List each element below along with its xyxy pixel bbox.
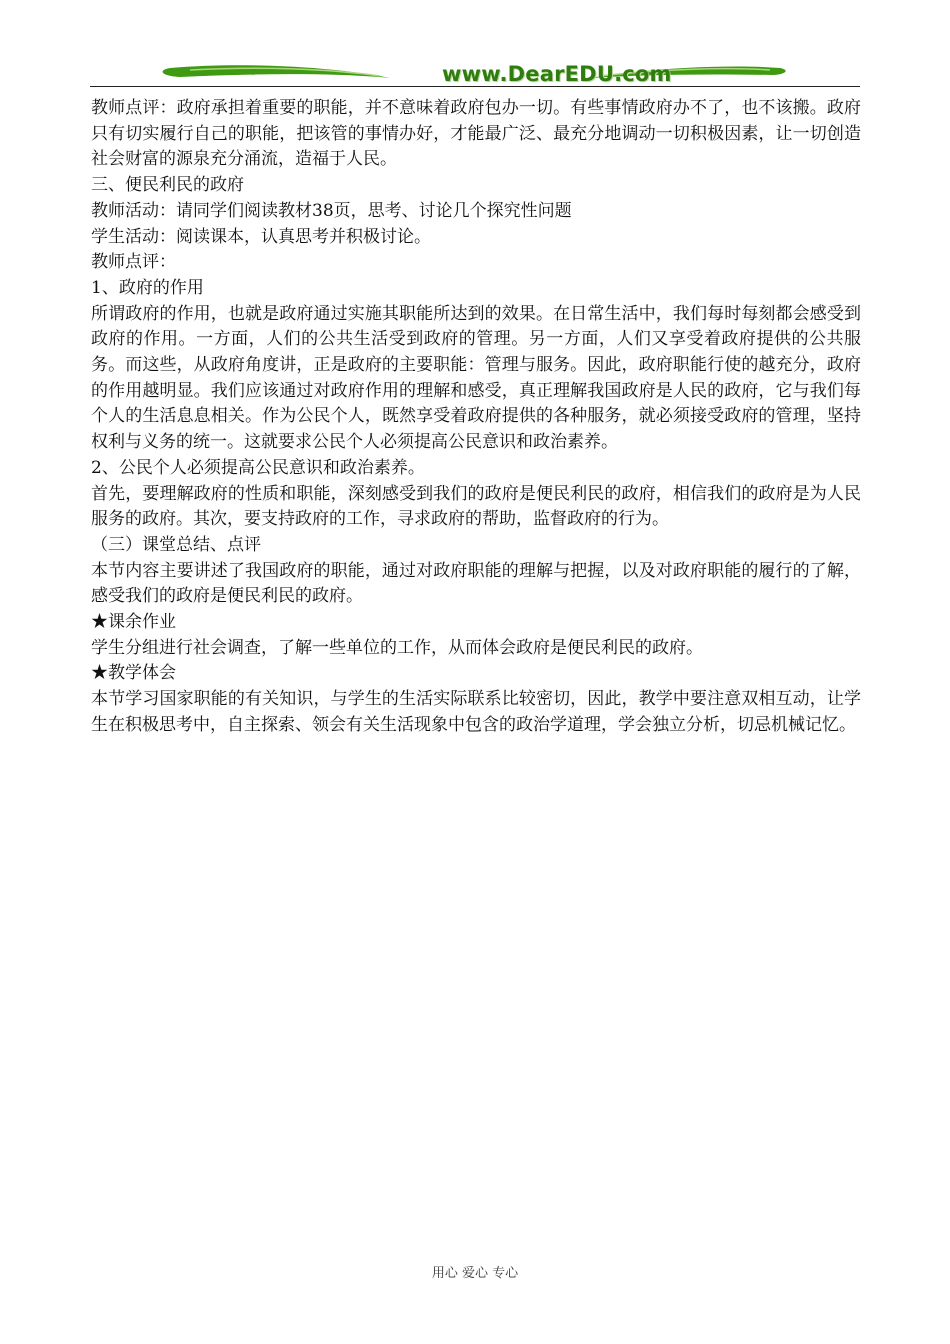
left-swoosh xyxy=(163,65,390,78)
heading-teaching-reflection: ★教学体会 xyxy=(91,663,176,684)
paragraph-government-role: 所谓政府的作用，也就是政府通过实施其职能所达到的效果。在日常生活中，我们每时每刻都会感受到政府的作用。一方面，人们的公共生活受到政府的管理。另一方面，人们又享受着政府提供的公共服务。而这些，从政府角度讲，正是政府的主要职能：管理与服务。因此，政府职能行使的越充分，政府的作用越明显。我们应该通过对政府作用的理解和感受，真正理解我国政府是人民的政府，它与我们每个人的生活息息相关。作为公民个人，既然享受着政府提供的各种服务，就必须接受政府的管理，坚持权利与义务的统一。这就要求公民个人必须提高公民意识和政治素养。 xyxy=(91,303,861,453)
header-divider xyxy=(90,86,860,87)
paragraph-homework: 学生分组进行社会调查，了解一些单位的工作，从而体会政府是便民利民的政府。 xyxy=(91,637,703,658)
section-heading-convenient-government: 三、便民利民的政府 xyxy=(91,175,244,196)
subheading-civic-awareness: 2、公民个人必须提高公民意识和政治素养。 xyxy=(91,457,425,478)
paragraph-teacher-comment-2: 教师点评： xyxy=(91,252,176,273)
document-body xyxy=(91,96,861,739)
paragraph-teaching-reflection: 本节学习国家职能的有关知识，与学生的生活实际联系比较密切，因此，教学中要注意双相互动，让学生在积极思考中，自主探索、领会有关生活现象中包含的政治学道理，学会独立分析，切忌机械记忆。 xyxy=(91,689,861,735)
paragraph-civic-awareness: 首先，要理解政府的性质和职能，深刻感受到我们的政府是便民利民的政府，相信我们的政府是为人民服务的政府。其次，要支持政府的工作，寻求政府的帮助，监督政府的行为。 xyxy=(91,483,861,530)
paragraph-teacher-comment-1: 教师点评：政府承担着重要的职能，并不意味着政府包办一切。有些事情政府办不了，也不该搬。政府只有切实履行自己的职能，把该管的事情办好，才能最广泛、最充分地调动一切积极因素，让一切创造社会财富的源泉充分涌流，造福于人民。 xyxy=(91,98,861,170)
site-header xyxy=(90,56,860,90)
site-logo-text[interactable]: www.DearEDU.com xyxy=(442,62,672,86)
heading-homework: ★课余作业 xyxy=(91,612,176,633)
page-footer: 用心 爱心 专心 xyxy=(431,1266,519,1281)
section-heading-class-summary: （三）课堂总结、点评 xyxy=(91,534,261,555)
paragraph-class-summary: 本节内容主要讲述了我国政府的职能，通过对政府职能的理解与把握，以及对政府职能的履行的了解，感受我们的政府是便民利民的政府。 xyxy=(91,560,861,607)
subheading-government-role: 1、政府的作用 xyxy=(91,277,204,298)
paragraph-student-activity: 学生活动：阅读课本，认真思考并积极讨论。 xyxy=(91,226,431,247)
paragraph-teacher-activity: 教师活动：请同学们阅读教材38页，思考、讨论几个探究性问题 xyxy=(91,200,572,221)
